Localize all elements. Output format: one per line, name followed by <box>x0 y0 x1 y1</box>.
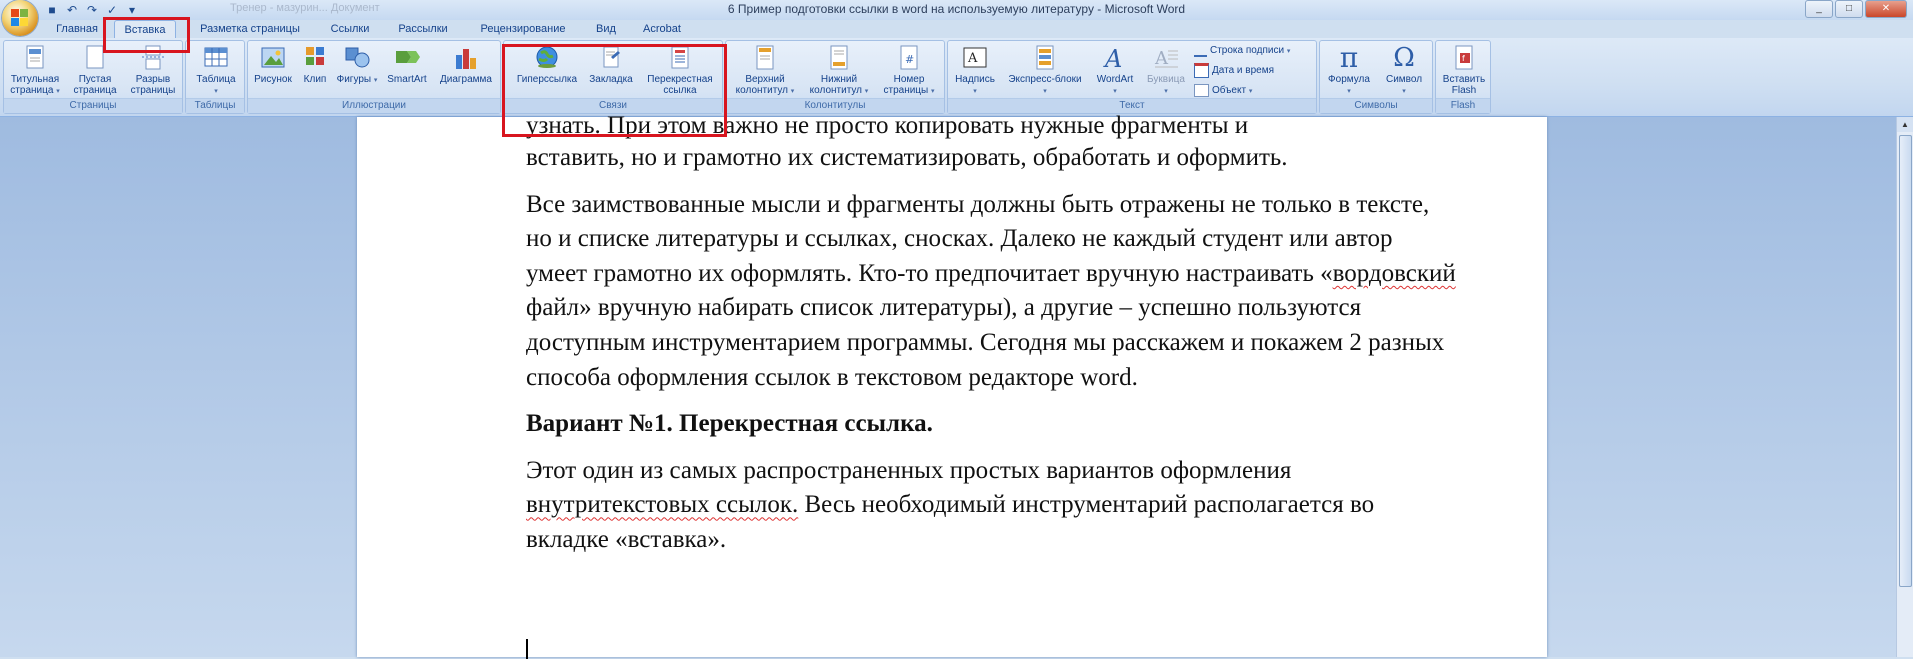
ribbon-tabs <box>0 20 1913 38</box>
group-header-footer <box>725 40 945 114</box>
group-illustrations-label: Иллюстрации <box>248 98 500 113</box>
tab-home[interactable]: Главная <box>56 23 98 35</box>
picture-icon <box>259 45 287 71</box>
header-label: Верхний колонтитул <box>735 74 789 96</box>
close-icon[interactable]: ✕ <box>1865 0 1907 18</box>
title-bar <box>0 0 1913 20</box>
table-button[interactable]: Таблица ▾ <box>188 45 244 97</box>
tab-references[interactable]: Ссылки <box>330 23 370 35</box>
paragraph-2 <box>526 454 1456 558</box>
clip-art-button[interactable] <box>298 45 332 85</box>
cross-reference-label: Перекрестная ссылка <box>647 74 713 96</box>
signature-line-label: Строка подписи <box>1210 45 1285 56</box>
paragraph-0-line-1: узнать. При этом важно не просто копировать нужные фрагменты и <box>526 112 1249 139</box>
paragraph-1-part-b: файл» вручную набирать список литературы), а другие – успешно пользуются доступным инструментарием программы. Сегодня мы расскажем и покажем 2 разных способа оформления ссылок в текстовом редакторе word. <box>526 294 1445 391</box>
chart-button[interactable] <box>434 45 498 85</box>
cover-page-label: Титульная страница <box>10 74 60 96</box>
paragraph-1-part-a: Все заимствованные мысли и фрагменты должны быть отражены не только в тексте, но и списке литературы и ссылках, сносках. Далеко не каждый студент или автор умеет грамотно их оформлять. Кто-то предпочитает вручную настраивать « <box>526 190 1430 287</box>
group-tables <box>185 40 245 114</box>
section-heading: Вариант №1. Перекрестная ссылка. <box>526 410 933 438</box>
group-pages <box>3 40 183 114</box>
paragraph-0-line-2: вставить, но и грамотно их систематизировать, обработать и оформить. <box>526 144 1288 171</box>
chart-icon <box>452 45 480 71</box>
group-symbols <box>1319 40 1433 114</box>
symbol-button[interactable]: Ω Символ ▾ <box>1385 43 1423 95</box>
header-icon <box>751 45 779 71</box>
tab-page-layout[interactable]: Разметка страницы <box>200 23 300 35</box>
maximize-icon[interactable]: □ <box>1835 0 1863 18</box>
document-page[interactable] <box>357 112 1547 657</box>
insert-flash-button[interactable] <box>1438 45 1490 96</box>
symbol-label: Символ <box>1385 74 1423 85</box>
hyperlink-icon <box>533 45 561 71</box>
undo-icon[interactable]: ↶ <box>66 3 78 17</box>
object-icon <box>1194 84 1209 97</box>
date-time-label: Дата и время <box>1212 65 1275 77</box>
footer-icon <box>825 45 853 71</box>
insert-flash-label: Вставить Flash <box>1442 74 1486 96</box>
scroll-thumb[interactable] <box>1899 135 1912 587</box>
chart-label: Диаграмма <box>439 74 492 85</box>
quick-access-toolbar <box>44 1 140 19</box>
blank-page-icon <box>81 45 109 71</box>
quick-parts-label: Экспресс-блоки <box>1008 74 1082 85</box>
text-box-icon <box>961 45 989 71</box>
flash-icon <box>1450 45 1478 71</box>
smartart-label: SmartArt <box>387 74 427 85</box>
shapes-label: Фигуры <box>336 74 372 85</box>
signature-line-icon <box>1194 44 1207 57</box>
page-number-button[interactable]: # Номер страницы ▾ <box>876 45 942 97</box>
wordart-button[interactable]: A WordArt ▾ <box>1096 45 1134 95</box>
drop-cap-button[interactable]: A Буквица ▾ <box>1142 45 1190 97</box>
wordart-label: WordArt <box>1096 74 1134 85</box>
text-box-label: Надпись <box>955 74 995 85</box>
paragraph-2-part-a: Этот один из самых распространенных простых вариантов оформления <box>526 456 1292 484</box>
bookmark-icon <box>597 45 625 71</box>
cross-reference-icon <box>666 45 694 71</box>
picture-label: Рисунок <box>254 74 292 85</box>
vertical-scrollbar[interactable] <box>1896 117 1913 657</box>
document-body[interactable] <box>526 109 1456 570</box>
page-break-label: Разрыв страницы <box>130 74 176 96</box>
group-links <box>503 40 723 114</box>
quick-parts-button[interactable]: Экспресс-блоки ▾ <box>1002 45 1088 97</box>
table-icon <box>202 45 230 71</box>
ghost-text: Тренер - мазурин... Документ <box>230 2 380 14</box>
svg-text:A: A <box>1105 45 1123 71</box>
signature-line-button[interactable]: Строка подписи ▾ <box>1194 43 1290 59</box>
cover-page-icon <box>21 45 49 71</box>
svg-text:f: f <box>1462 54 1465 63</box>
tab-acrobat[interactable]: Acrobat <box>643 23 681 35</box>
table-label: Таблица <box>196 74 236 85</box>
redo-icon[interactable]: ↷ <box>86 3 98 17</box>
wordart-icon <box>1101 45 1129 71</box>
page-number-label: Номер страницы <box>883 74 929 96</box>
paragraph-2-part-b: Весь необходимый инструментарий располагается во вкладке «вставка». <box>526 491 1375 553</box>
group-text-label: Текст <box>948 98 1316 113</box>
equation-label: Формула <box>1328 74 1370 85</box>
spellcheck-word: вордовский <box>1332 259 1456 287</box>
pi-icon: π <box>1339 41 1359 74</box>
header-button[interactable]: Верхний колонтитул ▾ <box>730 45 800 97</box>
clip-art-label: Клип <box>303 74 327 85</box>
tab-mailings[interactable]: Рассылки <box>398 23 448 35</box>
page-number-icon <box>895 45 923 71</box>
group-tables-label: Таблицы <box>186 98 244 113</box>
office-button[interactable] <box>2 0 38 36</box>
ribbon <box>0 38 1913 117</box>
blank-page-label: Пустая страница <box>73 74 117 96</box>
object-button[interactable]: Объект ▾ <box>1194 83 1252 99</box>
text-box-button[interactable]: A Надпись ▾ <box>950 45 1000 97</box>
group-illustrations <box>247 40 501 114</box>
footer-label: Нижний колонтитул <box>809 74 863 96</box>
group-text <box>947 40 1317 114</box>
bookmark-button[interactable] <box>584 45 638 85</box>
group-header-footer-label: Колонтитулы <box>726 98 944 113</box>
minimize-icon[interactable]: _ <box>1805 0 1833 18</box>
group-pages-label: Страницы <box>4 98 182 113</box>
svg-text:A: A <box>1155 48 1168 69</box>
tab-view[interactable]: Вид <box>596 23 616 35</box>
hyperlink-button[interactable] <box>512 45 582 85</box>
bookmark-label: Закладка <box>589 74 633 85</box>
group-links-label: Связи <box>504 98 722 113</box>
svg-text:#: # <box>905 53 915 66</box>
save-icon[interactable]: ■ <box>48 3 56 17</box>
shapes-icon <box>343 45 371 71</box>
quick-parts-icon <box>1031 45 1059 71</box>
calendar-icon <box>1194 63 1209 78</box>
smartart-button[interactable] <box>382 45 432 85</box>
object-label: Объект <box>1212 85 1247 96</box>
tab-insert[interactable]: Вставка <box>114 20 176 39</box>
blank-page-button[interactable] <box>68 45 122 96</box>
footer-button[interactable]: Нижний колонтитул ▾ <box>804 45 874 97</box>
cross-reference-button[interactable] <box>640 45 720 96</box>
spellcheck-phrase: внутритекстовых ссылок. <box>526 491 799 519</box>
window-controls <box>1805 0 1907 18</box>
office-logo-icon <box>11 9 29 27</box>
smartart-icon <box>393 45 421 71</box>
clip-art-icon <box>301 45 329 71</box>
customize-chevron-icon[interactable]: ▾ <box>128 3 136 17</box>
text-cursor <box>526 639 528 659</box>
shapes-button[interactable]: Фигуры ▾ <box>334 45 380 86</box>
svg-text:A: A <box>968 51 978 66</box>
group-symbols-label: Символы <box>1320 98 1432 113</box>
cover-page-button[interactable]: Титульная страница ▾ <box>6 45 64 97</box>
omega-icon: Ω <box>1393 43 1415 73</box>
tab-review[interactable]: Рецензирование <box>480 23 566 35</box>
spelling-icon[interactable]: ✓ <box>106 3 118 17</box>
drop-cap-label: Буквица <box>1147 74 1185 85</box>
page-break-icon <box>139 45 167 71</box>
date-time-button[interactable] <box>1194 63 1274 79</box>
picture-button[interactable] <box>250 45 296 85</box>
group-flash-label: Flash <box>1436 98 1490 113</box>
drop-cap-icon <box>1152 45 1180 71</box>
page-break-button[interactable] <box>126 45 180 96</box>
scroll-up-icon[interactable]: ▲ <box>1897 117 1913 132</box>
paragraph-1 <box>526 188 1456 396</box>
group-flash <box>1435 40 1491 114</box>
document-workspace <box>0 112 1897 657</box>
hyperlink-label: Гиперссылка <box>516 74 578 85</box>
equation-button[interactable]: π Формула ▾ <box>1328 41 1370 95</box>
window-title: 6 Пример подготовки ссылки в word на используемую литературу - Microsoft Word <box>727 2 1186 16</box>
